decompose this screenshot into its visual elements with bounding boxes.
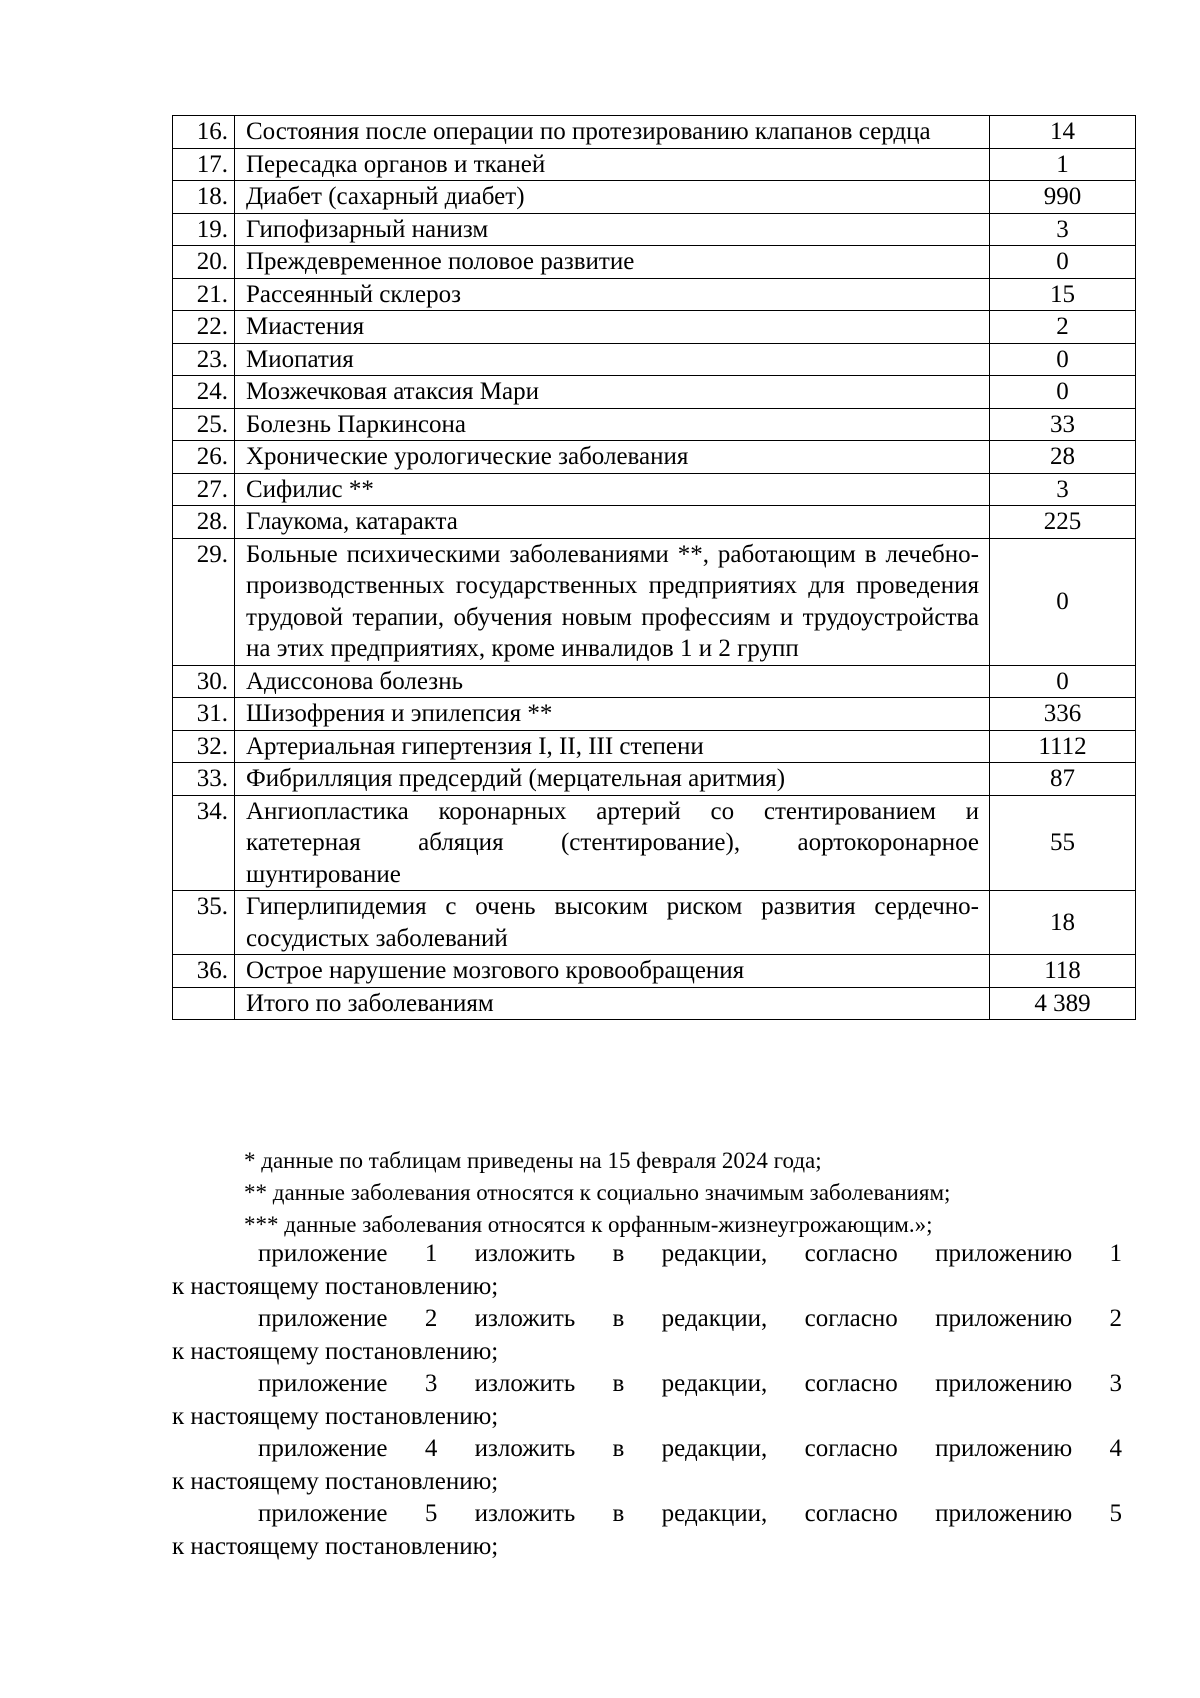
disease-name-cell: Гиперлипидемия с очень высоким риском развития сердечно-сосудистых заболеваний: [235, 891, 990, 955]
disease-name-cell: Рассеянный склероз: [235, 278, 990, 311]
patient-count-cell: 336: [990, 698, 1136, 731]
amendment-paragraph: [172, 1238, 1122, 1303]
patient-count-cell: 28: [990, 441, 1136, 474]
amendment-word: 1: [1109, 1240, 1122, 1267]
amendment-word: 5: [1109, 1500, 1122, 1527]
table-row: [173, 795, 1136, 891]
amendment-word: согласно: [804, 1370, 898, 1397]
patient-count-cell: 18: [990, 891, 1136, 955]
footnotes: [172, 1145, 1122, 1241]
disease-name-cell: Адиссонова болезнь: [235, 665, 990, 698]
amendment-word: редакции,: [661, 1435, 768, 1462]
table-row: [173, 506, 1136, 539]
amendment-word: приложение: [258, 1240, 388, 1267]
disease-name-cell: Ангиопластика коронарных артерий со стентированием и катетерная абляция (стентирование), аортокоронарное шунтирование: [235, 795, 990, 891]
patient-count-cell: 2: [990, 311, 1136, 344]
patient-count-cell: 3: [990, 473, 1136, 506]
amendment-word: согласно: [804, 1305, 898, 1332]
amendment-first-line: [172, 1303, 1122, 1336]
amendment-word: приложение: [258, 1500, 388, 1527]
amendment-second-line: к настоящему постановлению;: [172, 1337, 499, 1365]
patient-count-cell: 990: [990, 181, 1136, 214]
amendment-word: 1: [424, 1240, 438, 1267]
amendment-word: в: [612, 1370, 625, 1397]
amendment-second-line: к настоящему постановлению;: [172, 1272, 499, 1300]
row-number-cell: 16.: [173, 116, 235, 149]
amendment-word: 4: [1109, 1435, 1122, 1462]
row-number-cell: 30.: [173, 665, 235, 698]
patient-count-cell: 4 389: [990, 987, 1136, 1020]
amendment-second-line: к настоящему постановлению;: [172, 1467, 499, 1495]
disease-name-cell: Болезнь Паркинсона: [235, 408, 990, 441]
diseases-table-body: [173, 116, 1136, 1020]
table-row: [173, 116, 1136, 149]
table-row: [173, 473, 1136, 506]
footnote-line: *** данные заболевания относятся к орфанным-жизнеугрожающим.»;: [244, 1212, 933, 1237]
amendment-word: изложить: [474, 1500, 576, 1527]
amendment-word: согласно: [804, 1435, 898, 1462]
row-number-cell: [173, 987, 235, 1020]
patient-count-cell: 0: [990, 538, 1136, 665]
amendment-paragraph: [172, 1433, 1122, 1498]
patient-count-cell: 1: [990, 148, 1136, 181]
disease-name-cell: Мозжечковая атаксия Мари: [235, 376, 990, 409]
row-number-cell: 22.: [173, 311, 235, 344]
amendment-word: изложить: [474, 1305, 576, 1332]
patient-count-cell: 87: [990, 763, 1136, 796]
amendment-word: редакции,: [661, 1500, 768, 1527]
patient-count-cell: 118: [990, 955, 1136, 988]
row-number-cell: 34.: [173, 795, 235, 891]
table-row: [173, 408, 1136, 441]
patient-count-cell: 0: [990, 246, 1136, 279]
patient-count-cell: 0: [990, 343, 1136, 376]
row-number-cell: 25.: [173, 408, 235, 441]
amendment-word: приложению: [935, 1435, 1073, 1462]
table-row: [173, 538, 1136, 665]
amendment-word: согласно: [804, 1240, 898, 1267]
disease-name-cell: Артериальная гипертензия I, II, III степени: [235, 730, 990, 763]
row-number-cell: 35.: [173, 891, 235, 955]
amendments-list: [172, 1238, 1122, 1563]
disease-name-cell: Острое нарушение мозгового кровообращения: [235, 955, 990, 988]
amendment-word: 4: [424, 1435, 438, 1462]
amendment-word: 2: [424, 1305, 438, 1332]
patient-count-cell: 14: [990, 116, 1136, 149]
row-number-cell: 29.: [173, 538, 235, 665]
amendment-word: изложить: [474, 1240, 576, 1267]
table-row: [173, 441, 1136, 474]
patient-count-cell: 0: [990, 665, 1136, 698]
amendment-word: приложение: [258, 1370, 388, 1397]
footnote-line: ** данные заболевания относятся к социально значимым заболеваниям;: [244, 1180, 951, 1205]
disease-name-cell: Фибрилляция предсердий (мерцательная аритмия): [235, 763, 990, 796]
row-number-cell: 28.: [173, 506, 235, 539]
table-total-row: [173, 987, 1136, 1020]
amendment-word: приложению: [935, 1370, 1073, 1397]
diseases-table: [172, 115, 1136, 1020]
amendment-word: в: [612, 1305, 625, 1332]
amendment-word: согласно: [804, 1500, 898, 1527]
row-number-cell: 20.: [173, 246, 235, 279]
patient-count-cell: 1112: [990, 730, 1136, 763]
row-number-cell: 33.: [173, 763, 235, 796]
patient-count-cell: 3: [990, 213, 1136, 246]
table-row: [173, 891, 1136, 955]
patient-count-cell: 0: [990, 376, 1136, 409]
table-row: [173, 343, 1136, 376]
amendment-paragraph: [172, 1368, 1122, 1433]
amendment-word: в: [612, 1435, 625, 1462]
row-number-cell: 18.: [173, 181, 235, 214]
amendment-first-line: [172, 1368, 1122, 1401]
amendment-first-line: [172, 1238, 1122, 1271]
table-row: [173, 730, 1136, 763]
amendment-word: приложение: [258, 1435, 388, 1462]
row-number-cell: 26.: [173, 441, 235, 474]
amendment-word: редакции,: [661, 1370, 768, 1397]
disease-name-cell: Гипофизарный нанизм: [235, 213, 990, 246]
table-row: [173, 763, 1136, 796]
disease-name-cell: Миопатия: [235, 343, 990, 376]
disease-name-cell: Миастения: [235, 311, 990, 344]
row-number-cell: 27.: [173, 473, 235, 506]
table-row: [173, 148, 1136, 181]
amendment-paragraph: [172, 1498, 1122, 1563]
patient-count-cell: 33: [990, 408, 1136, 441]
amendment-second-line: к настоящему постановлению;: [172, 1402, 499, 1430]
amendment-word: 2: [1109, 1305, 1122, 1332]
amendment-first-line: [172, 1498, 1122, 1531]
row-number-cell: 36.: [173, 955, 235, 988]
patient-count-cell: 55: [990, 795, 1136, 891]
amendment-word: 3: [1109, 1370, 1122, 1397]
amendment-word: редакции,: [661, 1305, 768, 1332]
patient-count-cell: 15: [990, 278, 1136, 311]
table-row: [173, 311, 1136, 344]
disease-name-cell: Преждевременное половое развитие: [235, 246, 990, 279]
disease-name-cell: Сифилис **: [235, 473, 990, 506]
disease-name-cell: Хронические урологические заболевания: [235, 441, 990, 474]
row-number-cell: 19.: [173, 213, 235, 246]
amendment-word: приложению: [935, 1500, 1073, 1527]
disease-name-cell: Больные психическими заболеваниями **, работающим в лечебно-производственных государственных предприятиях для проведения трудовой терапии, обучения новым профессиям и трудоустройства на этих предприятиях, кроме инвалидов 1 и 2 групп: [235, 538, 990, 665]
disease-name-cell: Диабет (сахарный диабет): [235, 181, 990, 214]
amendment-word: 5: [424, 1500, 438, 1527]
footnote-line: * данные по таблицам приведены на 15 февраля 2024 года;: [244, 1148, 822, 1173]
amendment-word: приложению: [935, 1305, 1073, 1332]
table-row: [173, 246, 1136, 279]
amendment-second-line: к настоящему постановлению;: [172, 1532, 499, 1560]
row-number-cell: 21.: [173, 278, 235, 311]
table-row: [173, 181, 1136, 214]
disease-name-cell: Итого по заболеваниям: [235, 987, 990, 1020]
row-number-cell: 31.: [173, 698, 235, 731]
table-row: [173, 955, 1136, 988]
row-number-cell: 32.: [173, 730, 235, 763]
table-row: [173, 213, 1136, 246]
disease-name-cell: Пересадка органов и тканей: [235, 148, 990, 181]
table-row: [173, 278, 1136, 311]
disease-name-cell: Шизофрения и эпилепсия **: [235, 698, 990, 731]
table-row: [173, 665, 1136, 698]
amendment-word: в: [612, 1500, 625, 1527]
table-row: [173, 698, 1136, 731]
amendment-word: редакции,: [661, 1240, 768, 1267]
row-number-cell: 17.: [173, 148, 235, 181]
amendment-word: в: [612, 1240, 625, 1267]
amendment-word: 3: [424, 1370, 438, 1397]
table-row: [173, 376, 1136, 409]
row-number-cell: 23.: [173, 343, 235, 376]
amendment-word: приложение: [258, 1305, 388, 1332]
patient-count-cell: 225: [990, 506, 1136, 539]
amendment-paragraph: [172, 1303, 1122, 1368]
disease-name-cell: Состояния после операции по протезированию клапанов сердца: [235, 116, 990, 149]
amendment-first-line: [172, 1433, 1122, 1466]
amendment-word: приложению: [935, 1240, 1073, 1267]
amendment-word: изложить: [474, 1370, 576, 1397]
disease-name-cell: Глаукома, катаракта: [235, 506, 990, 539]
row-number-cell: 24.: [173, 376, 235, 409]
amendment-word: изложить: [474, 1435, 576, 1462]
